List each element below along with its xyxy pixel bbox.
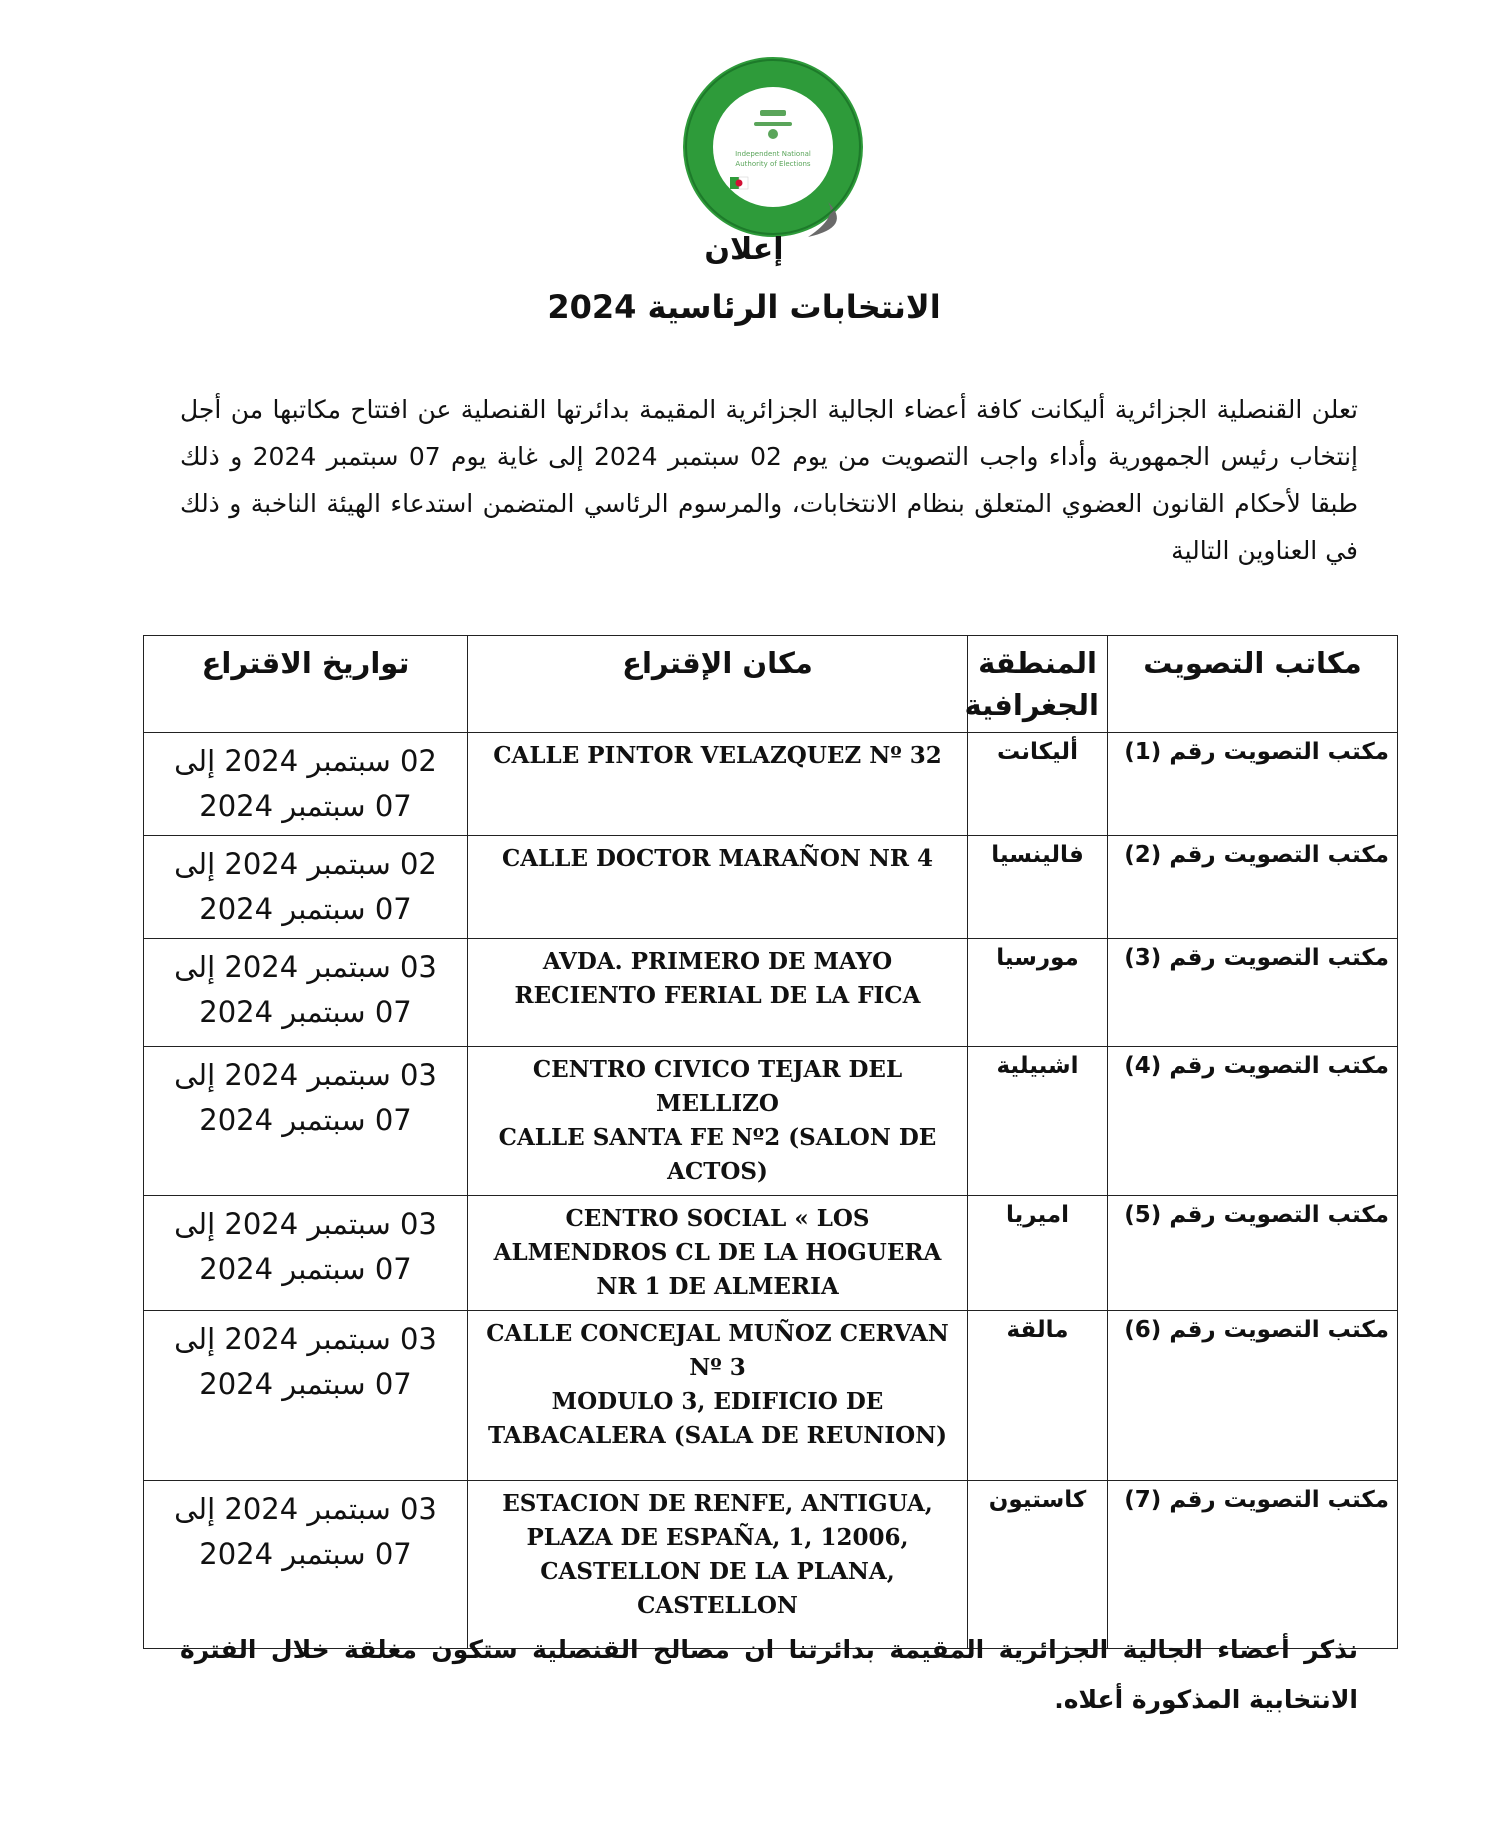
date-from: 03 سبتمبر 2024 إلى <box>174 950 437 984</box>
dates-cell <box>144 1196 468 1311</box>
region-cell: اشبيلية <box>968 1047 1108 1196</box>
svg-text:Authority of Elections: Authority of Elections <box>735 160 811 168</box>
place-cell <box>468 1196 968 1311</box>
date-to: 07 سبتمبر 2024 <box>199 892 412 926</box>
place-line: AVDA. PRIMERO DE MAYO <box>542 948 893 975</box>
date-to: 07 سبتمبر 2024 <box>199 1537 412 1571</box>
svg-text:Independent National: Independent National <box>735 150 811 158</box>
place-line: CALLE CONCEJAL MUÑOZ CERVAN Nº 3 <box>486 1320 949 1381</box>
office-cell: مكتب التصويت رقم (4) <box>1108 1047 1398 1196</box>
date-from: 03 سبتمبر 2024 إلى <box>174 1492 437 1526</box>
place-cell <box>468 1311 968 1481</box>
table-row <box>144 1047 1398 1196</box>
office-cell: مكتب التصويت رقم (6) <box>1108 1311 1398 1481</box>
place-line: ESTACION DE RENFE, ANTIGUA, PLAZA DE ESPAÑA, 1, 12006, CASTELLON DE LA PLANA, CASTELLON <box>502 1490 933 1619</box>
region-cell: أليكانت <box>968 733 1108 836</box>
closing-paragraph: نذكر أعضاء الجالية الجزائرية المقيمة بدائرتنا ان مصالح القنصلية ستكون مغلقة خلال الفترة الانتخابية المذكورة أعلاه. <box>180 1635 1358 1714</box>
dates-cell <box>144 939 468 1047</box>
date-from: 03 سبتمبر 2024 إلى <box>174 1207 437 1241</box>
date-from: 02 سبتمبر 2024 إلى <box>174 847 437 881</box>
place-line: CALLE PINTOR VELAZQUEZ Nº 32 <box>493 742 942 769</box>
region-cell: فالينسيا <box>968 836 1108 939</box>
table-row <box>144 733 1398 836</box>
office-cell: مكتب التصويت رقم (7) <box>1108 1481 1398 1649</box>
announcement-title: إعلان <box>704 232 784 267</box>
office-cell: مكتب التصويت رقم (3) <box>1108 939 1398 1047</box>
dates-cell <box>144 1311 468 1481</box>
office-cell: مكتب التصويت رقم (5) <box>1108 1196 1398 1311</box>
place-cell <box>468 1047 968 1196</box>
table-row <box>144 1196 1398 1311</box>
region-cell: كاستيون <box>968 1481 1108 1649</box>
office-cell: مكتب التصويت رقم (2) <box>1108 836 1398 939</box>
date-from: 02 سبتمبر 2024 إلى <box>174 744 437 778</box>
date-from: 03 سبتمبر 2024 إلى <box>174 1058 437 1092</box>
place-line: CENTRO SOCIAL « LOS ALMENDROS CL DE LA HOGUERA NR 1 DE ALMERIA <box>493 1205 942 1300</box>
announcement-subtitle: الانتخابات الرئاسية 2024 <box>547 288 941 326</box>
place-cell <box>468 1481 968 1649</box>
header-offices: مكاتب التصويت <box>1108 636 1398 733</box>
header-dates: تواريخ الاقتراع <box>144 636 468 733</box>
table-row <box>144 1481 1398 1649</box>
date-from: 03 سبتمبر 2024 إلى <box>174 1322 437 1356</box>
date-to: 07 سبتمبر 2024 <box>199 789 412 823</box>
date-to: 07 سبتمبر 2024 <box>199 995 412 1029</box>
dates-cell <box>144 836 468 939</box>
header-place: مكان الإقتراع <box>468 636 968 733</box>
region-cell: مورسيا <box>968 939 1108 1047</box>
polling-stations-table <box>143 635 1398 1649</box>
place-line: MODULO 3, EDIFICIO DE TABACALERA (SALA DE REUNION) <box>487 1388 948 1449</box>
place-cell <box>468 733 968 836</box>
dates-cell <box>144 1047 468 1196</box>
table-row <box>144 836 1398 939</box>
date-to: 07 سبتمبر 2024 <box>199 1103 412 1137</box>
region-cell: مالقة <box>968 1311 1108 1481</box>
place-line: RECIENTO FERIAL DE LA FICA <box>514 982 921 1009</box>
dates-cell <box>144 1481 468 1649</box>
place-line: CENTRO CIVICO TEJAR DEL MELLIZO <box>532 1056 903 1117</box>
place-cell <box>468 836 968 939</box>
office-cell: مكتب التصويت رقم (1) <box>1108 733 1398 836</box>
dates-cell <box>144 733 468 836</box>
table-header-row <box>144 636 1398 733</box>
intro-paragraph: تعلن القنصلية الجزائرية أليكانت كافة أعضاء الجالية الجزائرية المقيمة بدائرتها القنصلية عن افتتاح مكاتبها من أجل إنتخاب رئيس الجمهورية وأداء واجب التصويت من يوم 02 سبتمبر 2024 إلى غاية يوم 07 سبتمبر 2024 و ذلك طبقا لأحكام القانون العضوي المتعلق بنظام الانتخابات، والمرسوم الرئاسي المتضمن استدعاء الهيئة الناخبة و ذلك في العناوين التالية <box>180 395 1358 565</box>
table-row <box>144 1311 1398 1481</box>
header-region: المنطقة الجغرافية <box>968 636 1108 733</box>
place-line: CALLE SANTA FE Nº2 (SALON DE ACTOS) <box>498 1124 937 1185</box>
region-cell: اميريا <box>968 1196 1108 1311</box>
place-line: CALLE DOCTOR MARAÑON NR 4 <box>501 845 934 872</box>
ina-elections-logo <box>678 52 868 242</box>
date-to: 07 سبتمبر 2024 <box>199 1367 412 1401</box>
table-row <box>144 939 1398 1047</box>
place-cell <box>468 939 968 1047</box>
date-to: 07 سبتمبر 2024 <box>199 1252 412 1286</box>
